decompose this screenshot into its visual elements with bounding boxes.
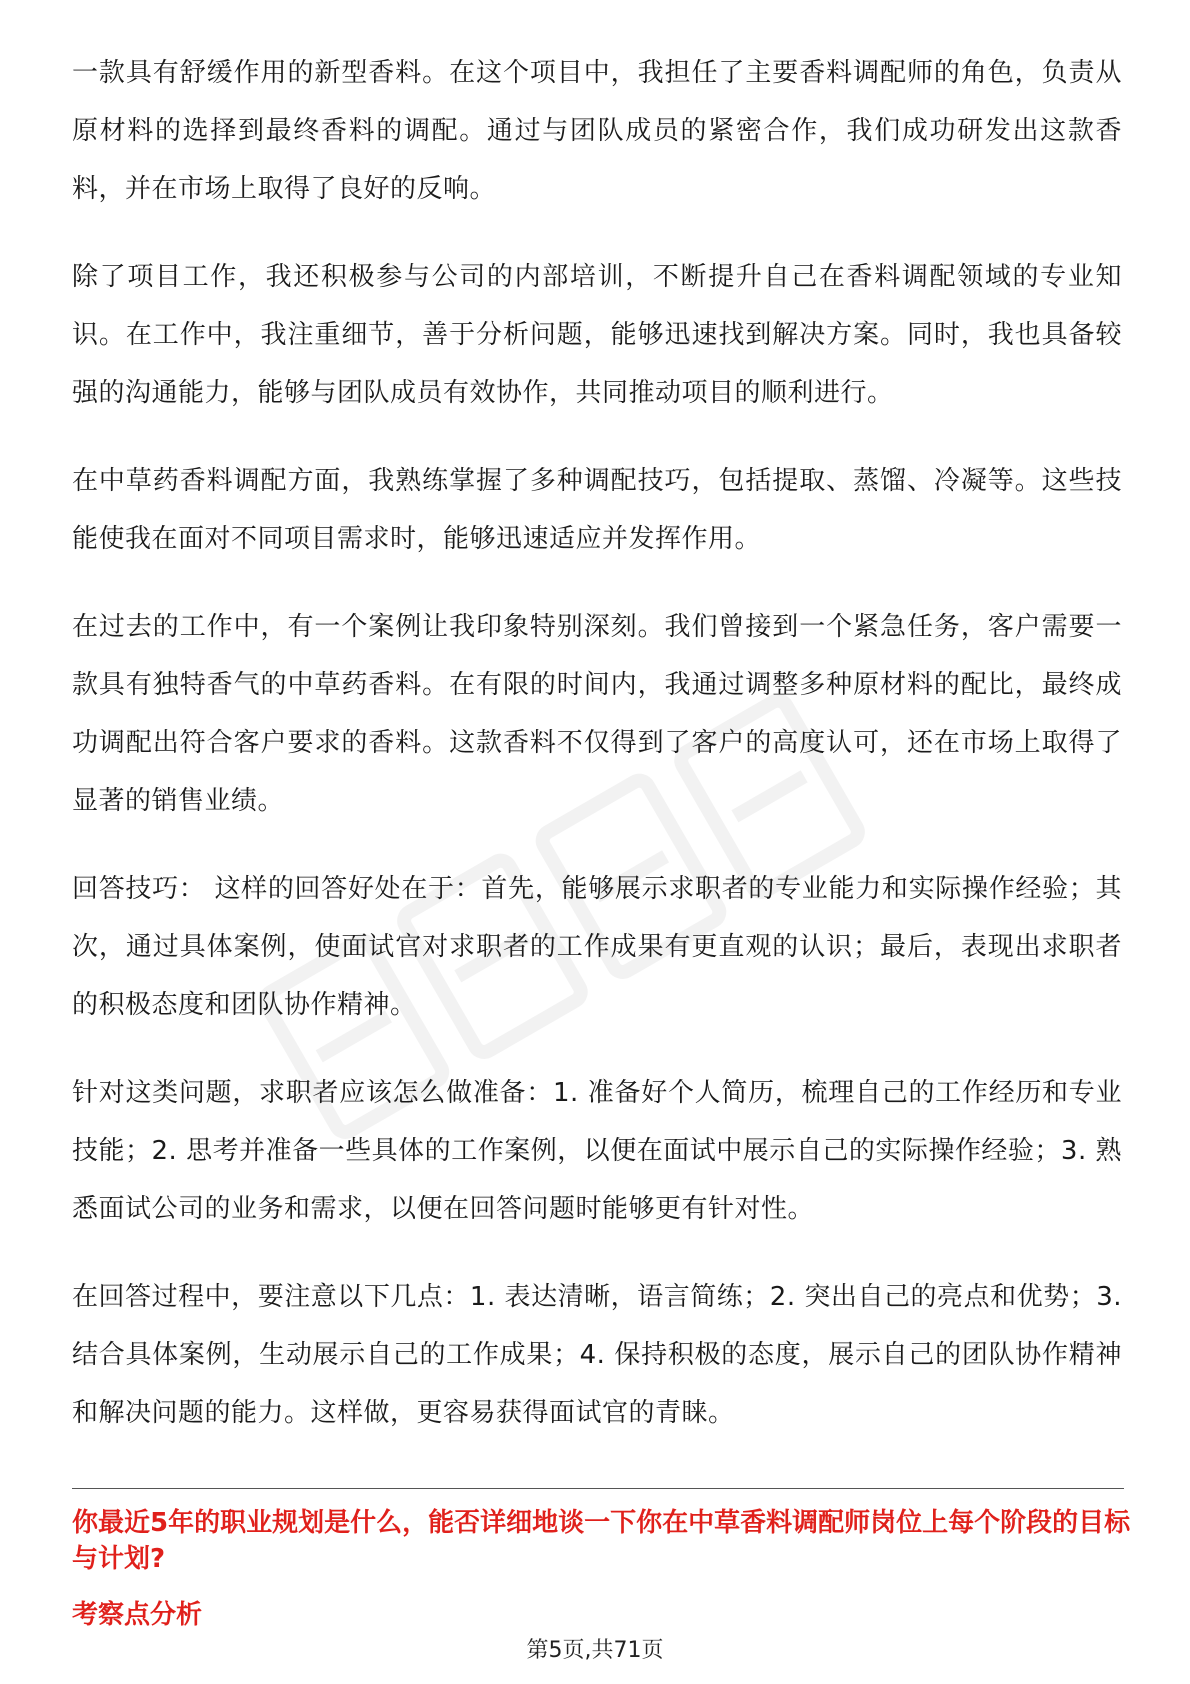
paragraph-preparation: 针对这类问题，求职者应该怎么做准备：1. 准备好个人简历，梳理自己的工作经历和专业技能；2. 思考并准备一些具体的工作案例，以便在面试中展示自己的实际操作经验；3. 熟悉面试公司的业务和需求，以便在回答问题时能够更有针对性。 bbox=[72, 1078, 1122, 1224]
interview-question: 你最近5年的职业规划是什么，能否详细地谈一下你在中草香料调配师岗位上每个阶段的目标与计划? bbox=[72, 1508, 1131, 1574]
section-divider bbox=[72, 1488, 1124, 1489]
paragraph-project-result: 一款具有舒缓作用的新型香料。在这个项目中，我担任了主要香料调配师的角色，负责从原材料的选择到最终香料的调配。通过与团队成员的紧密合作，我们成功研发出这款香料，并在市场上取得了良好的反响。 bbox=[72, 58, 1122, 204]
section-title: 考察点分析 bbox=[72, 1600, 203, 1630]
paragraph-training-skills: 除了项目工作，我还积极参与公司的内部培训，不断提升自己在香料调配领域的专业知识。在工作中，我注重细节，善于分析问题，能够迅速找到解决方案。同时，我也具备较强的沟通能力，能够与团队成员有效协作，共同推动项目的顺利进行。 bbox=[72, 262, 1122, 408]
main-content bbox=[72, 44, 1122, 1472]
paragraph-case-example: 在过去的工作中，有一个案例让我印象特别深刻。我们曾接到一个紧急任务，客户需要一款具有独特香气的中草药香料。在有限的时间内，我通过调整多种原材料的配比，最终成功调配出符合客户要求的香料。这款香料不仅得到了客户的高度认可，还在市场上取得了显著的销售业绩。 bbox=[72, 612, 1122, 816]
paragraph-techniques: 在中草药香料调配方面，我熟练掌握了多种调配技巧，包括提取、蒸馏、冷凝等。这些技能使我在面对不同项目需求时，能够迅速适应并发挥作用。 bbox=[72, 466, 1122, 554]
paragraph-answer-tips: 回答技巧： 这样的回答好处在于：首先，能够展示求职者的专业能力和实际操作经验；其次，通过具体案例，使面试官对求职者的工作成果有更直观的认识；最后，表现出求职者的积极态度和团队协作精神。 bbox=[72, 874, 1122, 1020]
paragraph-answer-notes: 在回答过程中，要注意以下几点：1. 表达清晰，语言简练；2. 突出自己的亮点和优势；3. 结合具体案例，生动展示自己的工作成果；4. 保持积极的态度，展示自己的团队协作精神和解决问题的能力。这样做，更容易获得面试官的青睐。 bbox=[72, 1282, 1122, 1428]
page-number-footer: 第5页,共71页 bbox=[526, 1638, 664, 1663]
